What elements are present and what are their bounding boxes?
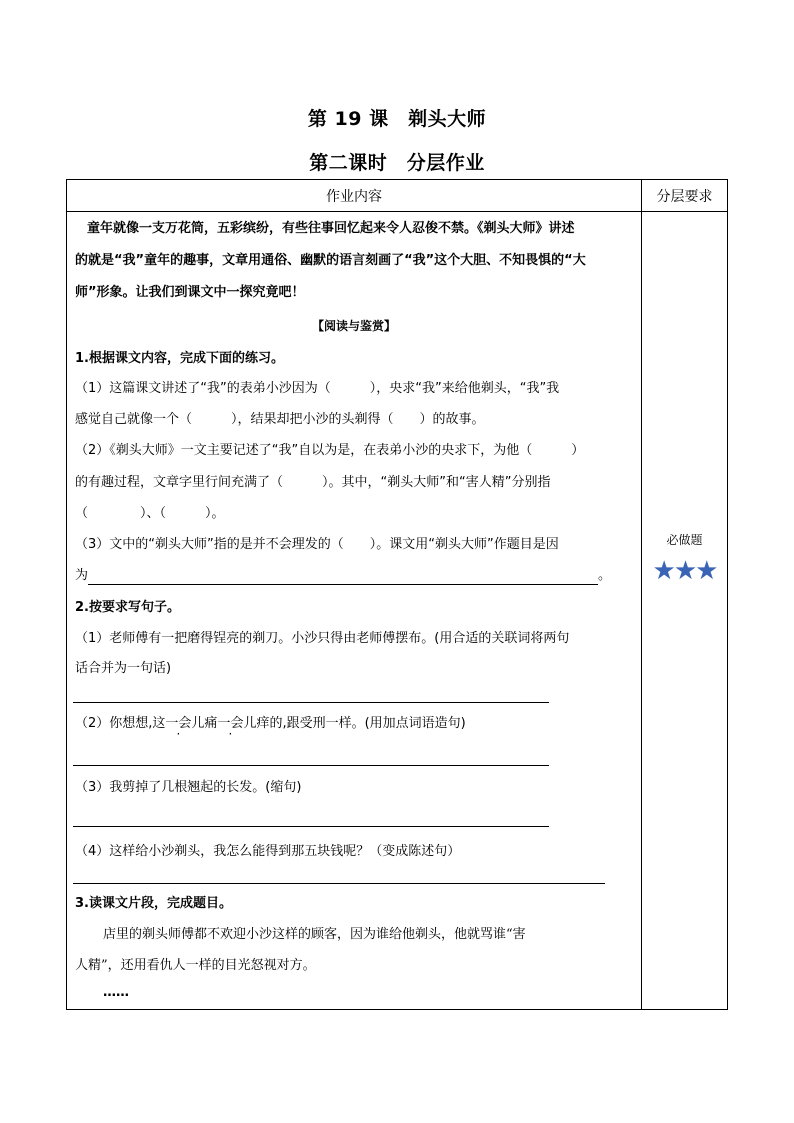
q2-s4-answer-line[interactable] [73, 883, 605, 884]
requirement-column-header: 分层要求 [642, 180, 728, 212]
q3-ellipsis: …… [103, 985, 129, 1000]
homework-content-cell [67, 212, 642, 1010]
q3-passage-line1: 店里的剃头师傅都不欢迎小沙这样的顾客，因为谁给他剃头，他就骂谁“害 [103, 927, 526, 942]
lesson-subtitle: 第二课时 分层作业 [309, 152, 485, 174]
q2-s2-dotted-1: 一会 [165, 716, 192, 731]
q3-passage-line2: 人精”，还用看仇人一样的目光怒视对方。 [75, 958, 316, 973]
q2-s3: （3）我剪掉了几根翘起的长发。(缩句) [75, 780, 302, 795]
section-reading-heading: 【阅读与鉴赏】 [311, 319, 396, 333]
q1-part3-line1: （3）文中的“剃头大师”指的是并不会理发的（ ）。课文用“剃头大师”作题目是因 [75, 537, 559, 552]
q1-part1-line1: （1）这篇课文讲述了“我”的表弟小沙因为（ ），央求“我”来给他剃头，“我”我 [75, 381, 560, 396]
homework-content [67, 212, 641, 1009]
q2-s2-part-a: （2）你想想,这 [75, 716, 166, 731]
q1-part3-suffix: 。 [598, 568, 612, 583]
q1-part3-line2 [75, 567, 635, 585]
q2-title: 2.按要求写句子。 [75, 600, 180, 615]
q2-s2-part-c: 儿痒的,跟受刑一样。(用加点词语造句) [243, 716, 466, 731]
q1-part2-line2: 的有趣过程，文章字里行间充满了（ ）。其中，“剃头大师”和“害人精”分别指 [75, 475, 551, 490]
star-rating-icon: ★★★ [652, 556, 717, 586]
q1-part3-prefix: 为 [75, 568, 89, 583]
q2-s2-answer-line[interactable] [73, 765, 549, 766]
q2-s2-dotted-2: 一会 [217, 716, 244, 731]
requirement-label: 必做题 [666, 533, 703, 547]
intro-line-2: 的就是“我”童年的趣事，文章用通俗、幽默的语言刻画了“我”这个大胆、不知畏惧的“大 [75, 253, 586, 268]
intro-line-3: 师”形象。让我们到课文中一探究竟吧！ [75, 285, 305, 300]
q2-s4: （4）这样给小沙剃头，我怎么能得到那五块钱呢？（变成陈述句） [75, 844, 461, 859]
q2-s2 [75, 715, 635, 733]
requirement-cell [642, 212, 728, 1010]
q2-s2-part-b: 儿痛 [191, 716, 218, 731]
q2-s1-line1: （1）老师傅有一把磨得锃亮的剃刀。小沙只得由老师傅摆布。(用合适的关联词将两句 [75, 631, 570, 646]
q2-s1-answer-line[interactable] [73, 702, 549, 703]
content-column-header: 作业内容 [67, 180, 642, 212]
q1-part2-line3: （ ）、（ ）。 [75, 506, 225, 521]
q2-s1-line2: 话合并为一句话) [75, 661, 172, 676]
q1-part1-line2: 感觉自己就像一个（ ），结果却把小沙的头剃得（ ）的故事。 [75, 412, 485, 427]
lesson-title: 第 19 课 剃头大师 [307, 108, 487, 130]
q1-part3-answer-line[interactable] [88, 570, 598, 585]
q3-title: 3.读课文片段，完成题目。 [75, 896, 232, 911]
q1-title: 1.根据课文内容，完成下面的练习。 [75, 351, 284, 366]
q2-s3-answer-line[interactable] [73, 826, 549, 827]
intro-line-1: 童年就像一支万花筒，五彩缤纷，有些往事回忆起来令人忍俊不禁。《剃头大师》讲述 [87, 221, 575, 236]
homework-table [66, 179, 728, 1010]
q1-part2-line1: （2）《剃头大师》一文主要记述了“我”自以为是，在表弟小沙的央求下，为他（ ） [75, 443, 585, 458]
